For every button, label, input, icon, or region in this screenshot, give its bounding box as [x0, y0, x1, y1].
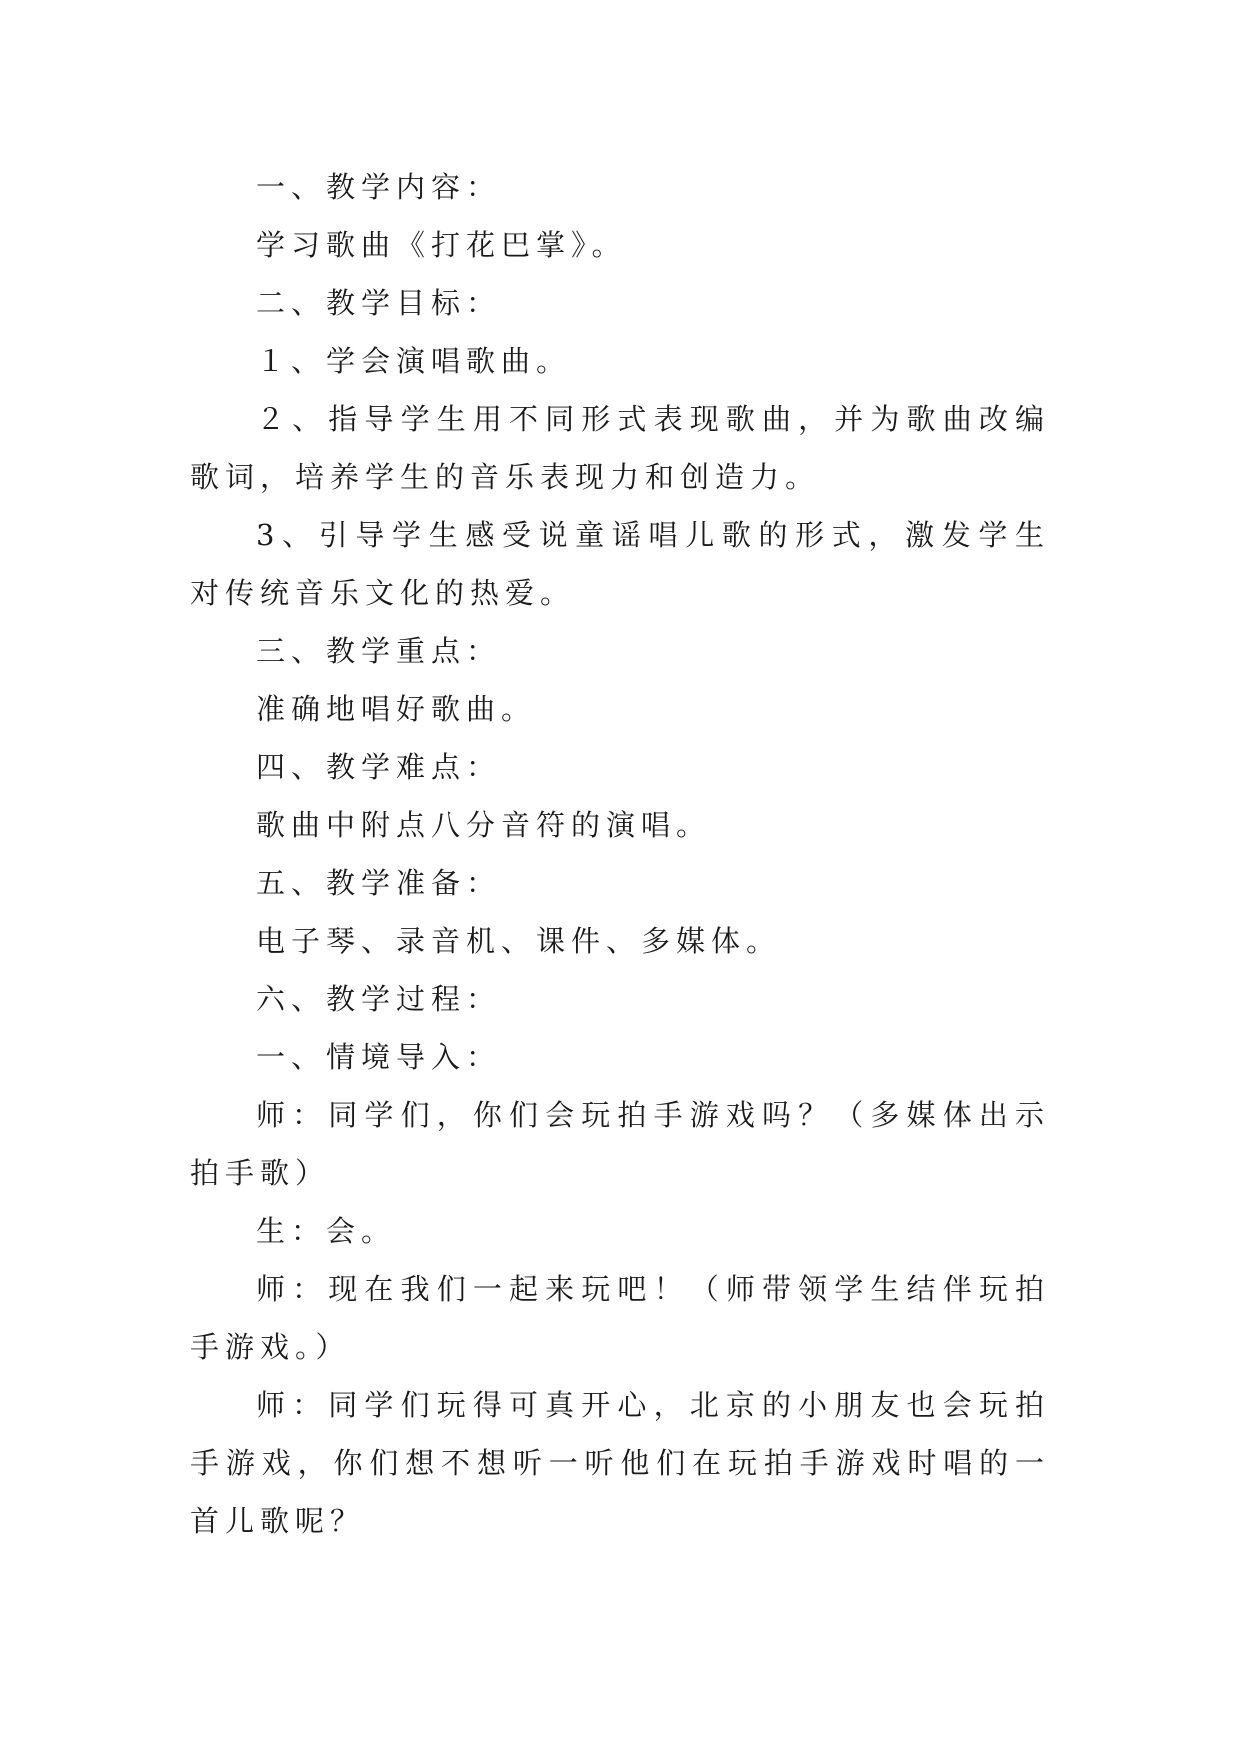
goal-item-1: １、学会演唱歌曲。: [256, 344, 572, 378]
heading-situation-intro: 一、情境导入：: [256, 1040, 502, 1074]
dialogue-line-4: 师：同学们玩得可真开心，北京的小朋友也会玩拍手游戏，你们想不想听一听他们在玩拍手游戏时唱的一首儿歌呢？: [190, 1388, 1050, 1538]
dialogue-line-2: 生：会。: [256, 1214, 397, 1248]
paragraph-preparation: 电子琴、录音机、课件、多媒体。: [256, 924, 782, 958]
heading-teaching-goals: 二、教学目标：: [256, 286, 502, 320]
goal-item-2: ２、指导学生用不同形式表现歌曲，并为歌曲改编歌词，培养学生的音乐表现力和创造力。: [190, 402, 1050, 494]
heading-key-points: 三、教学重点：: [256, 634, 502, 668]
heading-teaching-process: 六、教学过程：: [256, 982, 502, 1016]
document-body: [190, 158, 1050, 1550]
paragraph-difficulties: 歌曲中附点八分音符的演唱。: [256, 808, 712, 842]
paragraph-key-points: 准确地唱好歌曲。: [256, 692, 537, 726]
paragraph-teaching-content: 学习歌曲《打花巴掌》。: [256, 228, 627, 262]
dialogue-line-3: 师：现在我们一起来玩吧！（师带领学生结伴玩拍手游戏。）: [190, 1272, 1050, 1364]
heading-difficulties: 四、教学难点：: [256, 750, 502, 784]
goal-item-3: 3、引导学生感受说童谣唱儿歌的形式，激发学生对传统音乐文化的热爱。: [190, 518, 1050, 610]
heading-preparation: 五、教学准备：: [256, 866, 502, 900]
heading-teaching-content: 一、教学内容：: [256, 170, 502, 204]
dialogue-line-1: 师：同学们，你们会玩拍手游戏吗？（多媒体出示拍手歌）: [190, 1098, 1050, 1190]
